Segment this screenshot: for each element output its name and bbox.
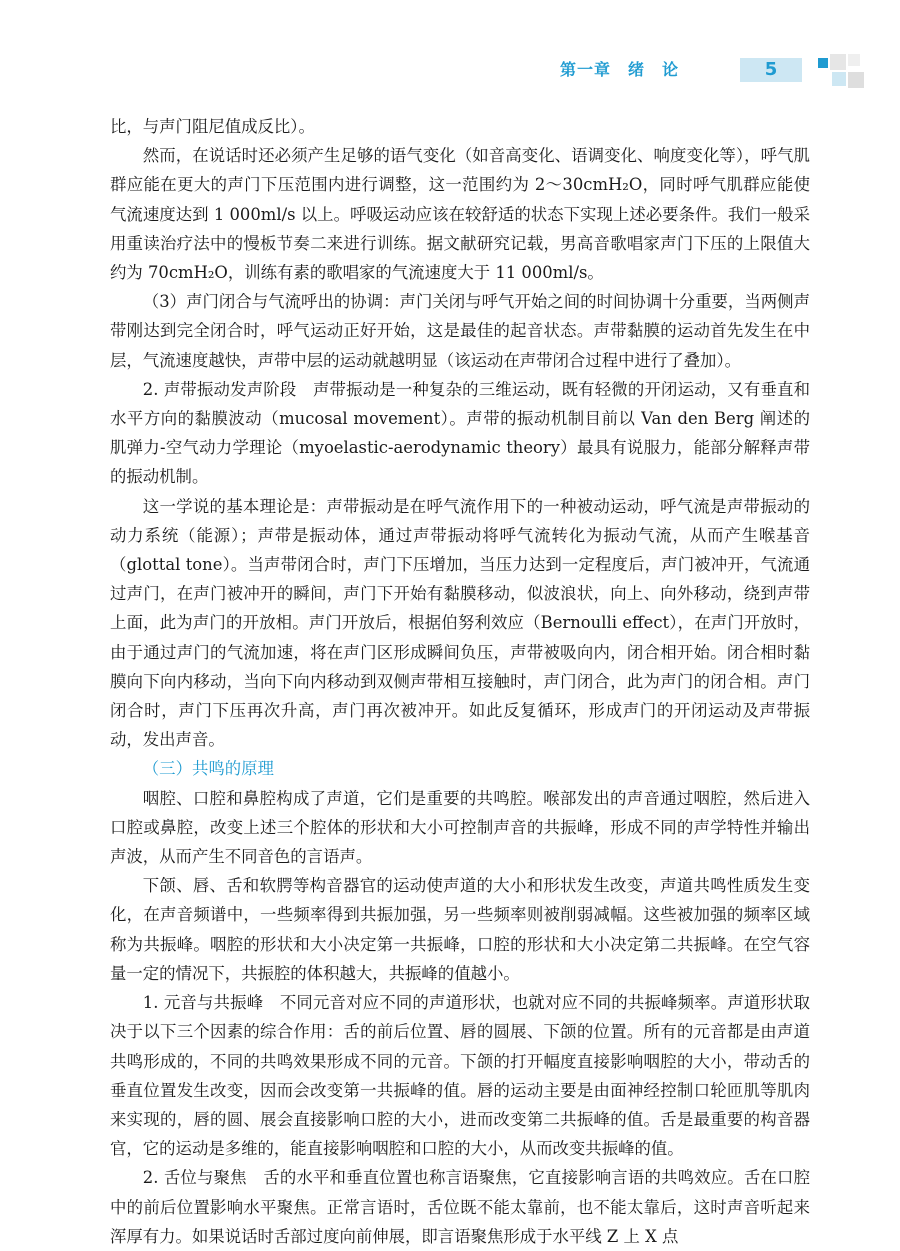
paragraph: 咽腔、口腔和鼻腔构成了声道，它们是重要的共鸣腔。喉部发出的声音通过咽腔，然后进入口腔或鼻腔，改变上述三个腔体的形状和大小可控制声音的共振峰，形成不同的声学特性并输出声波，从而产生不同音色的言语声。 <box>110 788 810 867</box>
page-number: 5 <box>740 58 802 82</box>
page-header <box>0 54 900 88</box>
decor-square-1 <box>818 58 828 68</box>
body-text <box>110 112 810 1251</box>
paragraph: 然而，在说话时还必须产生足够的语气变化（如音高变化、语调变化、响度变化等），呼气肌群应能在更大的声门下压范围内进行调整，这一范围约为 2～30cmH₂O，同时呼气肌群应能使气流速度达到 1 000ml/s 以上。呼吸运动应该在较舒适的状态下实现上述必要条件。我们一般采用重读治疗法中的慢板节奏二来进行训练。据文献研究记载，男高音歌唱家声门下压的上限值大约为 70cmH₂O，训练有素的歌唱家的气流速度大于 11 000ml/s。 <box>110 146 810 283</box>
paragraph: 2. 舌位与聚焦 舌的水平和垂直位置也称言语聚焦，它直接影响言语的共鸣效应。舌在口腔中的前后位置影响水平聚焦。正常言语时，舌位既不能太靠前，也不能太靠后，这时声音听起来浑厚有力。如果说话时舌部过度向前伸展，即言语聚焦形成于水平线 Z 上 X 点 <box>110 1168 810 1246</box>
decor-square-2 <box>830 54 846 70</box>
paragraph: 2. 声带振动发声阶段 声带振动是一种复杂的三维运动，既有轻微的开闭运动，又有垂直和水平方向的黏膜波动（mucosal movement）。声带的振动机制目前以 Van den Berg 阐述的肌弹力-空气动力学理论（myoelastic-aerodynamic theory）最具有说服力，能部分解释声带的振动机制。 <box>110 379 810 487</box>
paragraph: 比，与声门阻尼值成反比）。 <box>110 117 315 136</box>
decor-square-5 <box>848 54 860 66</box>
chapter-title: 第一章 绪 论 <box>560 60 680 79</box>
decor-square-3 <box>832 72 846 86</box>
paragraph: （3）声门闭合与气流呼出的协调：声门关闭与呼气开始之间的时间协调十分重要，当两侧声带刚达到完全闭合时，呼气运动正好开始，这是最佳的起音状态。声带黏膜的运动首先发生在中层，气流速度越快，声带中层的运动就越明显（该运动在声带闭合过程中进行了叠加）。 <box>110 292 810 370</box>
paragraph: 下颌、唇、舌和软腭等构音器官的运动使声道的大小和形状发生改变，声道共鸣性质发生变化，在声音频谱中，一些频率得到共振加强，另一些频率则被削弱减幅。这些被加强的频率区域称为共振峰。咽腔的形状和大小决定第一共振峰，口腔的形状和大小决定第二共振峰。在空气容量一定的情况下，共振腔的体积越大，共振峰的值越小。 <box>110 876 810 983</box>
paragraph: 这一学说的基本理论是：声带振动是在呼气流作用下的一种被动运动，呼气流是声带振动的动力系统（能源）；声带是振动体，通过声带振动将呼气流转化为振动气流，从而产生喉基音（glottal tone）。当声带闭合时，声门下压增加，当压力达到一定程度后，声门被冲开，气流通过声门，在声门被冲开的瞬间，声门下开始有黏膜移动，似波浪状，向上、向外移动，绕到声带上面，此为声门的开放相。声门开放后，根据伯努利效应（Bernoulli effect），在声门开放时，由于通过声门的气流加速，将在声门区形成瞬间负压，声带被吸向内，闭合相开始。闭合相时黏膜向下向内移动，当向下向内移动到双侧声带相互接触时，声门闭合，此为声门的闭合相。声门闭合时，声门下压再次升高，声门再次被冲开。如此反复循环，形成声门的开闭运动及声带振动，发出声音。 <box>110 496 810 750</box>
paragraph: 1. 元音与共振峰 不同元音对应不同的声道形状，也就对应不同的共振峰频率。声道形状取决于以下三个因素的综合作用：舌的前后位置、唇的圆展、下颌的位置。所有的元音都是由声道共鸣形成的，不同的共鸣效果形成不同的元音。下颌的打开幅度直接影响咽腔的大小，带动舌的垂直位置发生改变，因而会改变第一共振峰的值。唇的运动主要是由面神经控制口轮匝肌等肌肉来实现的，唇的圆、展会直接影响口腔的大小，进而改变第二共振峰的值。舌是最重要的构音器官，它的运动是多维的，能直接影响咽腔和口腔的大小，从而改变共振峰的值。 <box>110 993 810 1159</box>
section-heading: （三）共鸣的原理 <box>142 759 274 779</box>
decor-square-4 <box>848 72 864 88</box>
